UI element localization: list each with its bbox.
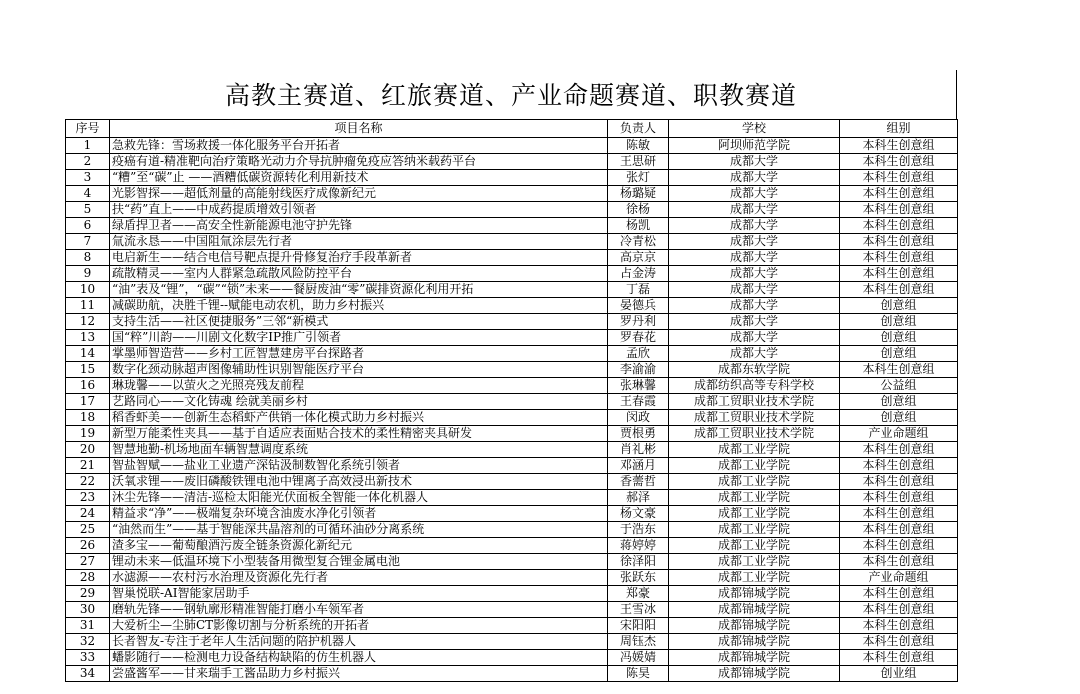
school-name: 成都锦城学院 bbox=[669, 602, 840, 618]
leader-name: 郝泽 bbox=[608, 490, 669, 506]
project-name: 沃氧求锂——废旧磷酸铁锂电池中锂离子高效浸出新技术 bbox=[110, 474, 608, 490]
school-name: 成都大学 bbox=[669, 250, 840, 266]
table-row bbox=[66, 266, 958, 282]
group-name: 本科生创意组 bbox=[840, 218, 958, 234]
sheet-border-line bbox=[956, 70, 957, 120]
table-row bbox=[66, 474, 958, 490]
row-index: 4 bbox=[66, 186, 110, 202]
header-group: 组别 bbox=[840, 120, 958, 138]
project-name: 支持生活——社区便捷服务”三邻“新模式 bbox=[110, 314, 608, 330]
school-name: 成都工业学院 bbox=[669, 506, 840, 522]
leader-name: 占金涛 bbox=[608, 266, 669, 282]
school-name: 成都大学 bbox=[669, 282, 840, 298]
project-name: 稻香虾美——创新生态稻虾产供销一体化模式助力乡村振兴 bbox=[110, 410, 608, 426]
group-name: 创意组 bbox=[840, 298, 958, 314]
project-name: 尝盛酱军——甘来瑞手工酱品助力乡村振兴 bbox=[110, 666, 608, 682]
leader-name: 香薷哲 bbox=[608, 474, 669, 490]
project-name: 数字化颈动脉超声图像辅助性识别智能医疗平台 bbox=[110, 362, 608, 378]
school-name: 成都锦城学院 bbox=[669, 586, 840, 602]
school-name: 成都大学 bbox=[669, 298, 840, 314]
table-row bbox=[66, 218, 958, 234]
school-name: 成都锦城学院 bbox=[669, 650, 840, 666]
group-name: 本科生创意组 bbox=[840, 170, 958, 186]
leader-name: 张琳馨 bbox=[608, 378, 669, 394]
school-name: 成都工业学院 bbox=[669, 570, 840, 586]
school-name: 成都东软学院 bbox=[669, 362, 840, 378]
header-index: 序号 bbox=[66, 120, 110, 138]
school-name: 成都工业学院 bbox=[669, 442, 840, 458]
table-row bbox=[66, 202, 958, 218]
school-name: 成都纺织高等专科学校 bbox=[669, 378, 840, 394]
group-name: 本科生创意组 bbox=[840, 522, 958, 538]
project-name: 绿盾捍卫者——高安全性新能源电池守护先锋 bbox=[110, 218, 608, 234]
project-name: 减碳助航，决胜千锂--赋能电动农机，助力乡村振兴 bbox=[110, 298, 608, 314]
leader-name: 肖礼彬 bbox=[608, 442, 669, 458]
school-name: 成都工贸职业技术学院 bbox=[669, 394, 840, 410]
group-name: 本科生创意组 bbox=[840, 154, 958, 170]
group-name: 本科生创意组 bbox=[840, 266, 958, 282]
project-name: 长者智友-专注于老年人生活问题的陪护机器人 bbox=[110, 634, 608, 650]
table-row bbox=[66, 250, 958, 266]
group-name: 本科生创意组 bbox=[840, 586, 958, 602]
group-name: 本科生创意组 bbox=[840, 138, 958, 154]
table-row bbox=[66, 634, 958, 650]
row-index: 21 bbox=[66, 458, 110, 474]
leader-name: 李渝渝 bbox=[608, 362, 669, 378]
leader-name: 孟欣 bbox=[608, 346, 669, 362]
project-name: 光影智探——超低剂量的高能射线医疗成像新纪元 bbox=[110, 186, 608, 202]
table-row bbox=[66, 314, 958, 330]
school-name: 成都大学 bbox=[669, 186, 840, 202]
group-name: 本科生创意组 bbox=[840, 234, 958, 250]
sheet-title: 高教主赛道、红旅赛道、产业命题赛道、职教赛道 bbox=[224, 81, 797, 110]
table-row bbox=[66, 586, 958, 602]
leader-name: 贾根勇 bbox=[608, 426, 669, 442]
row-index: 29 bbox=[66, 586, 110, 602]
school-name: 成都工业学院 bbox=[669, 554, 840, 570]
row-index: 32 bbox=[66, 634, 110, 650]
leader-name: 丁磊 bbox=[608, 282, 669, 298]
group-name: 公益组 bbox=[840, 378, 958, 394]
leader-name: 于浩东 bbox=[608, 522, 669, 538]
project-name: 急救先锋：雪场救援一体化服务平台开拓者 bbox=[110, 138, 608, 154]
group-name: 本科生创意组 bbox=[840, 442, 958, 458]
leader-name: 宋阳阳 bbox=[608, 618, 669, 634]
group-name: 创业组 bbox=[840, 666, 958, 682]
leader-name: 蒋婷婷 bbox=[608, 538, 669, 554]
row-index: 26 bbox=[66, 538, 110, 554]
row-index: 10 bbox=[66, 282, 110, 298]
table-row bbox=[66, 234, 958, 250]
leader-name: 王思研 bbox=[608, 154, 669, 170]
table-row bbox=[66, 666, 958, 682]
row-index: 8 bbox=[66, 250, 110, 266]
group-name: 创意组 bbox=[840, 410, 958, 426]
project-name: 扶“药”直上——中成药提质增效引领者 bbox=[110, 202, 608, 218]
row-index: 15 bbox=[66, 362, 110, 378]
table-body bbox=[66, 138, 958, 682]
group-name: 本科生创意组 bbox=[840, 250, 958, 266]
table-row bbox=[66, 154, 958, 170]
project-name: 水滤源——农村污水治理及资源化先行者 bbox=[110, 570, 608, 586]
row-index: 13 bbox=[66, 330, 110, 346]
project-name: 智慧地勤-机场地面车辆智慧调度系统 bbox=[110, 442, 608, 458]
group-name: 本科生创意组 bbox=[840, 490, 958, 506]
row-index: 20 bbox=[66, 442, 110, 458]
row-index: 33 bbox=[66, 650, 110, 666]
project-name: “糟”至“碳”止 ——酒糟低碳资源转化利用新技术 bbox=[110, 170, 608, 186]
school-name: 成都工业学院 bbox=[669, 458, 840, 474]
row-index: 19 bbox=[66, 426, 110, 442]
table-row bbox=[66, 490, 958, 506]
table-row bbox=[66, 330, 958, 346]
leader-name: 杨文豪 bbox=[608, 506, 669, 522]
school-name: 成都锦城学院 bbox=[669, 618, 840, 634]
row-index: 14 bbox=[66, 346, 110, 362]
leader-name: 闵政 bbox=[608, 410, 669, 426]
school-name: 成都工业学院 bbox=[669, 490, 840, 506]
leader-name: 周钰杰 bbox=[608, 634, 669, 650]
table-row bbox=[66, 602, 958, 618]
group-name: 本科生创意组 bbox=[840, 538, 958, 554]
project-name: 电启新生——结合电信号靶点提升骨修复治疗手段革新者 bbox=[110, 250, 608, 266]
row-index: 31 bbox=[66, 618, 110, 634]
leader-name: 王春霞 bbox=[608, 394, 669, 410]
leader-name: 杨璐疑 bbox=[608, 186, 669, 202]
group-name: 本科生创意组 bbox=[840, 186, 958, 202]
table-row bbox=[66, 650, 958, 666]
group-name: 创意组 bbox=[840, 394, 958, 410]
row-index: 27 bbox=[66, 554, 110, 570]
school-name: 阿坝师范学院 bbox=[669, 138, 840, 154]
project-name: 蟠影随行——检测电力设备结构缺陷的仿生机器人 bbox=[110, 650, 608, 666]
row-index: 12 bbox=[66, 314, 110, 330]
table-row bbox=[66, 426, 958, 442]
group-name: 本科生创意组 bbox=[840, 554, 958, 570]
table-header-row bbox=[66, 120, 958, 138]
school-name: 成都大学 bbox=[669, 170, 840, 186]
group-name: 产业命题组 bbox=[840, 570, 958, 586]
row-index: 28 bbox=[66, 570, 110, 586]
table-row bbox=[66, 506, 958, 522]
table-row bbox=[66, 458, 958, 474]
row-index: 17 bbox=[66, 394, 110, 410]
group-name: 本科生创意组 bbox=[840, 618, 958, 634]
school-name: 成都工业学院 bbox=[669, 538, 840, 554]
school-name: 成都锦城学院 bbox=[669, 634, 840, 650]
group-name: 本科生创意组 bbox=[840, 362, 958, 378]
school-name: 成都工业学院 bbox=[669, 522, 840, 538]
school-name: 成都大学 bbox=[669, 314, 840, 330]
school-name: 成都大学 bbox=[669, 266, 840, 282]
project-name: 磨轨先锋——钢轨廓形精准智能打磨小车领军者 bbox=[110, 602, 608, 618]
school-name: 成都工业学院 bbox=[669, 474, 840, 490]
leader-name: 陈昊 bbox=[608, 666, 669, 682]
leader-name: 冯媛婧 bbox=[608, 650, 669, 666]
project-name: 大爱析尘—尘肺CT影像切割与分析系统的开拓者 bbox=[110, 618, 608, 634]
school-name: 成都大学 bbox=[669, 154, 840, 170]
leader-name: 晏德兵 bbox=[608, 298, 669, 314]
row-index: 34 bbox=[66, 666, 110, 682]
leader-name: 邓涵月 bbox=[608, 458, 669, 474]
row-index: 2 bbox=[66, 154, 110, 170]
group-name: 本科生创意组 bbox=[840, 602, 958, 618]
table-row bbox=[66, 170, 958, 186]
group-name: 本科生创意组 bbox=[840, 202, 958, 218]
project-name: “油然而生”——基于智能深共晶溶剂的可循环油砂分离系统 bbox=[110, 522, 608, 538]
table-row bbox=[66, 298, 958, 314]
group-name: 产业命题组 bbox=[840, 426, 958, 442]
project-name: 国“粹”川韵——川剧文化数字IP推广引领者 bbox=[110, 330, 608, 346]
table-row bbox=[66, 186, 958, 202]
group-name: 本科生创意组 bbox=[840, 506, 958, 522]
row-index: 23 bbox=[66, 490, 110, 506]
project-name: 疫癌有道-精准靶向治疗策略光动力介导抗肿瘤免疫应答纳米载药平台 bbox=[110, 154, 608, 170]
header-project-name: 项目名称 bbox=[110, 120, 608, 138]
row-index: 22 bbox=[66, 474, 110, 490]
table-row bbox=[66, 570, 958, 586]
project-name: 精益求“净”——极端复杂环境含油废水净化引领者 bbox=[110, 506, 608, 522]
leader-name: 杨凯 bbox=[608, 218, 669, 234]
group-name: 创意组 bbox=[840, 346, 958, 362]
row-index: 11 bbox=[66, 298, 110, 314]
project-name: 艺路同心——文化铸魂 绘就美丽乡村 bbox=[110, 394, 608, 410]
table-row bbox=[66, 618, 958, 634]
project-table bbox=[65, 119, 958, 682]
table-row bbox=[66, 394, 958, 410]
row-index: 5 bbox=[66, 202, 110, 218]
group-name: 本科生创意组 bbox=[840, 634, 958, 650]
header-school: 学校 bbox=[669, 120, 840, 138]
row-index: 25 bbox=[66, 522, 110, 538]
school-name: 成都工贸职业技术学院 bbox=[669, 410, 840, 426]
row-index: 9 bbox=[66, 266, 110, 282]
group-name: 创意组 bbox=[840, 314, 958, 330]
table-row bbox=[66, 554, 958, 570]
project-name: “油”表及“锂”，“碳”“锁”未来——餐厨废油“零”碳排资源化利用开拓 bbox=[110, 282, 608, 298]
school-name: 成都工贸职业技术学院 bbox=[669, 426, 840, 442]
leader-name: 徐杨 bbox=[608, 202, 669, 218]
school-name: 成都大学 bbox=[669, 346, 840, 362]
group-name: 本科生创意组 bbox=[840, 282, 958, 298]
leader-name: 冷青松 bbox=[608, 234, 669, 250]
leader-name: 高京京 bbox=[608, 250, 669, 266]
row-index: 16 bbox=[66, 378, 110, 394]
table-row bbox=[66, 538, 958, 554]
row-index: 3 bbox=[66, 170, 110, 186]
project-name: 疏散精灵——室内人群紧急疏散风险防控平台 bbox=[110, 266, 608, 282]
group-name: 本科生创意组 bbox=[840, 650, 958, 666]
school-name: 成都锦城学院 bbox=[669, 666, 840, 682]
table-row bbox=[66, 378, 958, 394]
leader-name: 徐泽阳 bbox=[608, 554, 669, 570]
table-row bbox=[66, 362, 958, 378]
project-name: 琳珑馨——以萤火之光照亮残友前程 bbox=[110, 378, 608, 394]
group-name: 创意组 bbox=[840, 330, 958, 346]
leader-name: 张灯 bbox=[608, 170, 669, 186]
leader-name: 郑豪 bbox=[608, 586, 669, 602]
row-index: 1 bbox=[66, 138, 110, 154]
school-name: 成都大学 bbox=[669, 330, 840, 346]
row-index: 7 bbox=[66, 234, 110, 250]
group-name: 本科生创意组 bbox=[840, 474, 958, 490]
row-index: 6 bbox=[66, 218, 110, 234]
table-row bbox=[66, 410, 958, 426]
project-name: 渣多宝——葡萄酿酒污废全链条资源化新纪元 bbox=[110, 538, 608, 554]
table-row bbox=[66, 138, 958, 154]
leader-name: 陈敏 bbox=[608, 138, 669, 154]
project-name: 氚流永恳——中国阻氚涂层先行者 bbox=[110, 234, 608, 250]
table-row bbox=[66, 522, 958, 538]
school-name: 成都大学 bbox=[669, 218, 840, 234]
project-name: 锂动未来—低温环境下小型装备用微型复合锂金属电池 bbox=[110, 554, 608, 570]
leader-name: 罗丹利 bbox=[608, 314, 669, 330]
table-row bbox=[66, 346, 958, 362]
table-row bbox=[66, 282, 958, 298]
project-name: 智巢悦联-AI智能家居助手 bbox=[110, 586, 608, 602]
project-name: 新型万能柔性夹具——基于自适应表面贴合技术的柔性精密夹具研发 bbox=[110, 426, 608, 442]
leader-name: 罗春花 bbox=[608, 330, 669, 346]
row-index: 30 bbox=[66, 602, 110, 618]
row-index: 18 bbox=[66, 410, 110, 426]
header-leader: 负责人 bbox=[608, 120, 669, 138]
leader-name: 王雪冰 bbox=[608, 602, 669, 618]
project-name: 沐尘先锋——清洁-巡检太阳能光伏面板全智能一体化机器人 bbox=[110, 490, 608, 506]
project-name: 智盐智赋——盐业工业遗产深钻汲制数智化系统引领者 bbox=[110, 458, 608, 474]
school-name: 成都大学 bbox=[669, 234, 840, 250]
group-name: 本科生创意组 bbox=[840, 458, 958, 474]
row-index: 24 bbox=[66, 506, 110, 522]
school-name: 成都大学 bbox=[669, 202, 840, 218]
table-row bbox=[66, 442, 958, 458]
leader-name: 张跃东 bbox=[608, 570, 669, 586]
project-name: 掌墨师智造营——乡村工匠智慧建房平台探路者 bbox=[110, 346, 608, 362]
